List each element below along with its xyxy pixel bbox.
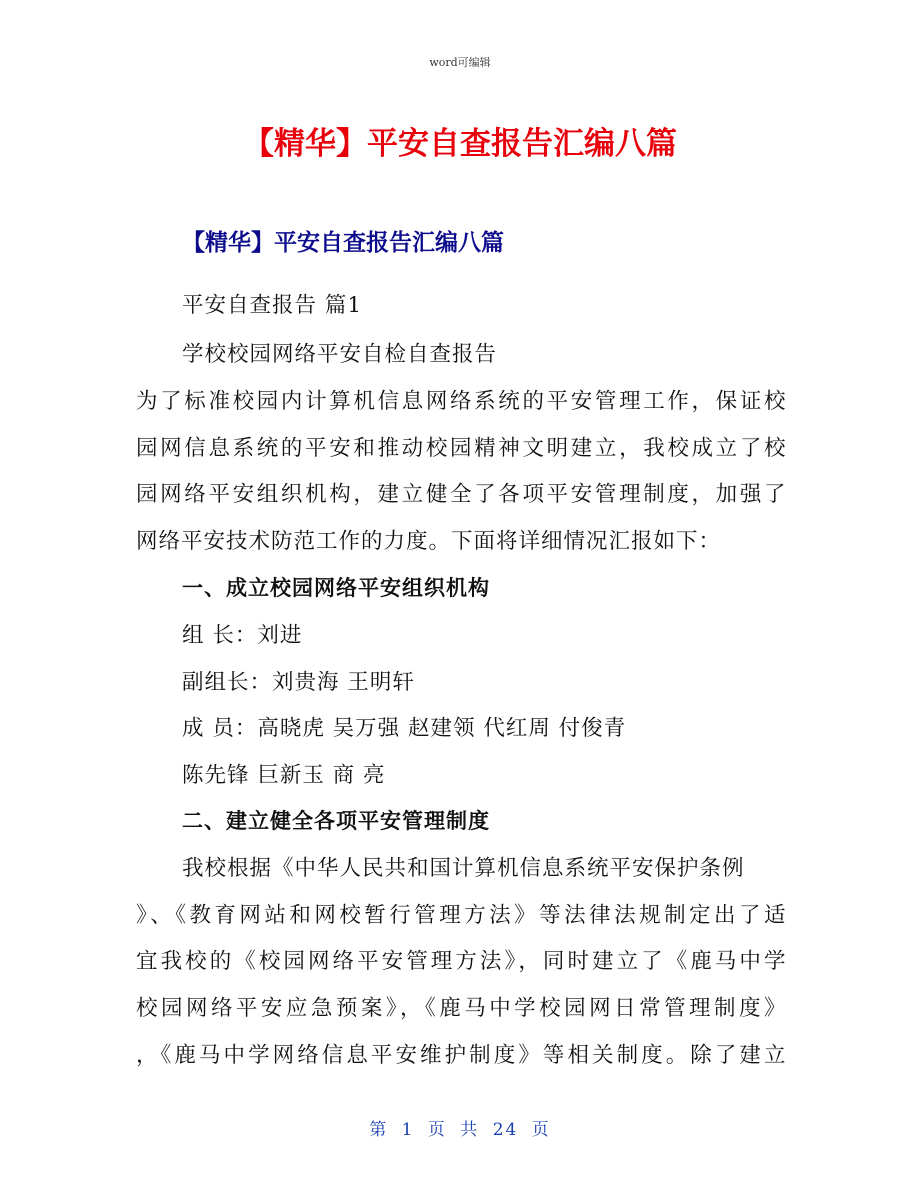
paragraph-line: ，《鹿马中学网络信息平安维护制度》等相关制度。除了建立 <box>136 1043 786 1068</box>
paragraph-line: 为了标准校园内计算机信息网络系统的平安管理工作，保证校 <box>136 389 786 414</box>
member-line: 组 长：刘进 <box>182 623 303 648</box>
member-line: 成 员：高晓虎 吴万强 赵建领 代红周 付俊青 <box>182 716 627 741</box>
page-header: word可编辑 <box>429 56 491 69</box>
paragraph-line: 网络平安技术防范工作的力度。下面将详细情况汇报如下： <box>136 529 722 554</box>
report-subheading: 学校校园网络平安自检自查报告 <box>182 342 498 367</box>
paragraph-line: 园网络平安组织机构，建立健全了各项平安管理制度，加强了 <box>136 482 786 507</box>
document-title: 【精华】平安自查报告汇编八篇 <box>243 126 677 162</box>
report-heading: 平安自查报告 篇1 <box>182 293 363 318</box>
member-line: 陈先锋 巨新玉 商 亮 <box>182 763 386 788</box>
section-heading-1: 一、成立校园网络平安组织机构 <box>182 576 490 600</box>
page-number-footer: 第 1 页 共 24 页 <box>369 1120 551 1140</box>
paragraph-line: 》、《教育网站和网校暂行管理方法》等法律法规制定出了适 <box>136 903 786 928</box>
paragraph-line: 园网信息系统的平安和推动校园精神文明建立，我校成立了校 <box>136 436 786 461</box>
section-title: 【精华】平安自查报告汇编八篇 <box>182 230 504 256</box>
paragraph-line: 校园网络平安应急预案》，《鹿马中学校园网日常管理制度》 <box>136 996 786 1021</box>
paragraph-line: 宜我校的《校园网络平安管理方法》，同时建立了《鹿马中学 <box>136 949 786 974</box>
paragraph-line: 我校根据《中华人民共和国计算机信息系统平安保护条例 <box>182 856 745 881</box>
section-heading-2: 二、建立健全各项平安管理制度 <box>182 809 490 833</box>
member-line: 副组长：刘贵海 王明轩 <box>182 670 415 695</box>
